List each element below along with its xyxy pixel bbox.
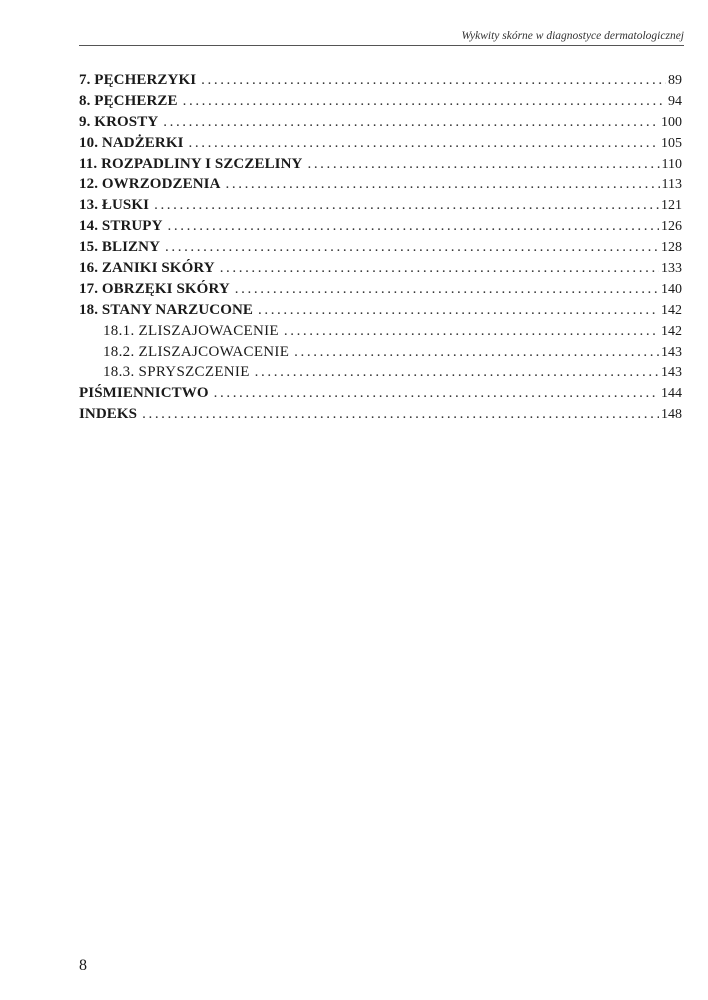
toc-entry[interactable] (79, 174, 682, 195)
toc-entry-page: 143 (661, 365, 682, 381)
toc-entry[interactable] (79, 258, 682, 279)
toc-entry-page: 100 (661, 114, 682, 130)
toc-dot-leader (226, 174, 660, 195)
toc-dot-leader (183, 91, 666, 112)
toc-entry-page: 142 (661, 323, 682, 339)
toc-dot-leader (220, 258, 659, 279)
toc-entry[interactable] (79, 195, 682, 216)
toc-entry-title: 9. KROSTY (79, 113, 159, 130)
toc-entry[interactable] (79, 216, 682, 237)
table-of-contents (79, 70, 682, 425)
toc-entry[interactable] (79, 383, 682, 404)
toc-entry-title: 18.3. SPRYSZCZENIE (103, 364, 250, 381)
toc-dot-leader (168, 216, 659, 237)
toc-dot-leader (235, 279, 659, 300)
toc-entry[interactable] (79, 112, 682, 133)
toc-dot-leader (214, 383, 659, 404)
toc-entry[interactable] (79, 133, 682, 154)
toc-entry[interactable] (79, 404, 682, 425)
toc-dot-leader (294, 342, 659, 363)
toc-entry[interactable] (79, 70, 682, 91)
toc-dot-leader (201, 70, 666, 91)
toc-subentry[interactable] (79, 342, 682, 363)
toc-entry-title: 12. OWRZODZENIA (79, 176, 221, 193)
toc-entry-title: 8. PĘCHERZE (79, 92, 178, 109)
toc-entry-title: 18.2. ZLISZAJCOWACENIE (103, 343, 290, 360)
toc-entry-page: 140 (661, 281, 682, 297)
toc-entry-title: 10. NADŻERKI (79, 134, 184, 151)
toc-entry-title: 11. ROZPADLINY I SZCZELINY (79, 155, 303, 172)
toc-entry[interactable] (79, 279, 682, 300)
toc-entry-title: 16. ZANIKI SKÓRY (79, 260, 215, 277)
toc-entry-page: 105 (661, 135, 682, 151)
toc-entry-page: 144 (661, 386, 682, 402)
running-head: Wykwity skórne w diagnostyce dermatologicznej (461, 30, 684, 42)
toc-dot-leader (189, 133, 659, 154)
toc-entry-title: 13. ŁUSKI (79, 197, 150, 214)
toc-entry-title: 14. STRUPY (79, 218, 163, 235)
toc-dot-leader (163, 112, 659, 133)
header-rule (79, 45, 684, 46)
toc-subentry[interactable] (79, 362, 682, 383)
toc-entry-title: 17. OBRZĘKI SKÓRY (79, 280, 230, 297)
toc-entry-page: 121 (661, 198, 682, 214)
toc-entry-title: INDEKS (79, 406, 138, 423)
toc-subentry[interactable] (79, 321, 682, 342)
toc-entry-title: 15. BLIZNY (79, 239, 161, 256)
toc-entry-page: 110 (661, 156, 682, 172)
toc-entry-page: 143 (661, 344, 682, 360)
toc-dot-leader (154, 195, 659, 216)
toc-entry-title: 7. PĘCHERZYKI (79, 72, 197, 88)
toc-entry-title: PIŚMIENNICTWO (79, 385, 209, 402)
toc-dot-leader (165, 237, 659, 258)
toc-entry-title: 18. STANY NARZUCONE (79, 301, 253, 318)
toc-entry-page: 128 (661, 240, 682, 256)
toc-dot-leader (284, 321, 659, 342)
toc-dot-leader (142, 404, 659, 425)
toc-entry-title: 18.1. ZLISZAJOWACENIE (103, 322, 279, 339)
toc-entry[interactable] (79, 154, 682, 175)
toc-entry[interactable] (79, 237, 682, 258)
toc-dot-leader (255, 362, 659, 383)
toc-entry-page: 142 (661, 302, 682, 318)
toc-entry-page: 113 (661, 177, 682, 193)
toc-dot-leader (258, 300, 659, 321)
page-number: 8 (79, 957, 87, 974)
toc-entry-page: 94 (668, 93, 682, 109)
toc-dot-leader (307, 154, 659, 175)
toc-entry-page: 148 (661, 407, 682, 423)
toc-entry[interactable] (79, 300, 682, 321)
toc-entry-page: 126 (661, 219, 682, 235)
toc-entry-page: 89 (668, 73, 682, 88)
toc-entry-page: 133 (661, 261, 682, 277)
toc-entry[interactable] (79, 91, 682, 112)
